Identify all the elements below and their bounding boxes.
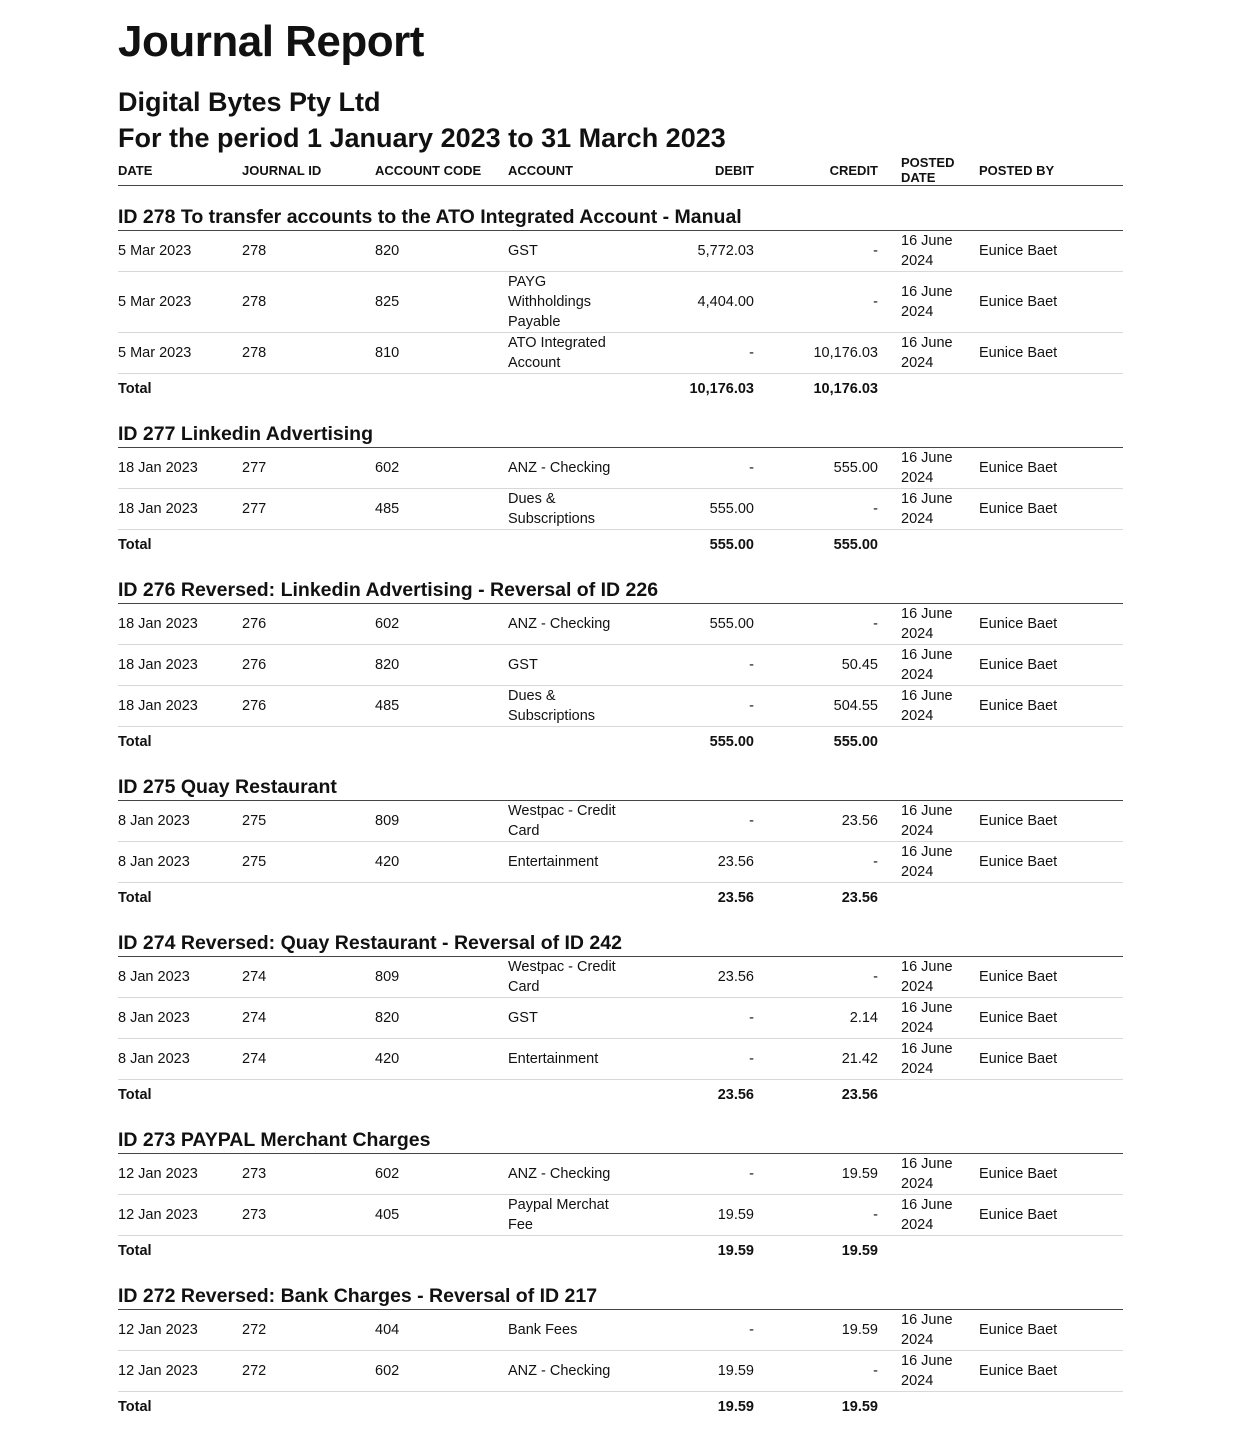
table-row: [118, 998, 1123, 1039]
cell-date: 12 Jan 2023: [118, 1351, 242, 1392]
cell-debit: -: [633, 1039, 754, 1080]
cell-account: PAYG Withholdings Payable: [508, 272, 633, 333]
total-row: [118, 883, 1123, 913]
journal-heading-text: ID 275 Quay Restaurant: [118, 775, 1123, 801]
cell-credit: 555.00: [754, 448, 878, 489]
cell-credit: -: [754, 842, 878, 883]
cell-journal-id: 272: [242, 1310, 375, 1351]
cell-journal-id: 278: [242, 272, 375, 333]
cell-date: 8 Jan 2023: [118, 957, 242, 998]
total-debit: 23.56: [717, 889, 754, 906]
cell-debit: -: [633, 801, 754, 842]
cell-account-code: 809: [375, 957, 508, 998]
cell-credit: -: [754, 957, 878, 998]
cell-journal-id: 276: [242, 645, 375, 686]
total-label: Total: [118, 889, 152, 906]
group-spacer: [118, 186, 1123, 206]
cell-debit: 23.56: [633, 842, 754, 883]
journal-heading-text: ID 273 PAYPAL Merchant Charges: [118, 1128, 1123, 1154]
cell-posted-date: 16 June 2024: [878, 333, 979, 374]
cell-journal-id: 275: [242, 842, 375, 883]
cell-debit: 4,404.00: [633, 272, 754, 333]
total-credit: 19.59: [841, 1398, 878, 1415]
cell-posted-by: Eunice Baet: [979, 448, 1123, 489]
cell-account: Dues & Subscriptions: [508, 686, 633, 727]
table-row: [118, 448, 1123, 489]
total-debit: 19.59: [717, 1398, 754, 1415]
cell-posted-date: 16 June 2024: [878, 448, 979, 489]
cell-account-code: 809: [375, 801, 508, 842]
cell-posted-by: Eunice Baet: [979, 1310, 1123, 1351]
cell-date: 18 Jan 2023: [118, 604, 242, 645]
cell-posted-date: 16 June 2024: [878, 998, 979, 1039]
journal-group-heading: [118, 1284, 1123, 1310]
cell-journal-id: 274: [242, 998, 375, 1039]
cell-account-code: 602: [375, 604, 508, 645]
cell-journal-id: 274: [242, 957, 375, 998]
group-spacer: [118, 1265, 1123, 1284]
total-debit: 555.00: [709, 536, 754, 553]
cell-account: Entertainment: [508, 1039, 633, 1080]
total-label: Total: [118, 1242, 152, 1259]
table-row: [118, 604, 1123, 645]
cell-account-code: 602: [375, 1351, 508, 1392]
table-row: [118, 1351, 1123, 1392]
cell-posted-by: Eunice Baet: [979, 645, 1123, 686]
cell-posted-date: 16 June 2024: [878, 842, 979, 883]
total-label: Total: [118, 1086, 152, 1103]
total-row: [118, 727, 1123, 757]
cell-posted-by: Eunice Baet: [979, 489, 1123, 530]
cell-account-code: 405: [375, 1195, 508, 1236]
total-credit: 19.59: [841, 1242, 878, 1259]
cell-account: Dues & Subscriptions: [508, 489, 633, 530]
cell-credit: -: [754, 231, 878, 272]
total-label: Total: [118, 536, 152, 553]
cell-credit: -: [754, 604, 878, 645]
journal-body: [118, 186, 1123, 1422]
cell-date: 18 Jan 2023: [118, 686, 242, 727]
cell-debit: -: [633, 1154, 754, 1195]
group-spacer: [118, 559, 1123, 578]
table-row: [118, 686, 1123, 727]
cell-credit: -: [754, 272, 878, 333]
cell-account-code: 485: [375, 686, 508, 727]
total-credit: 23.56: [841, 889, 878, 906]
cell-date: 8 Jan 2023: [118, 842, 242, 883]
cell-account-code: 420: [375, 1039, 508, 1080]
cell-account-code: 825: [375, 272, 508, 333]
total-credit: 555.00: [833, 733, 878, 750]
cell-posted-by: Eunice Baet: [979, 686, 1123, 727]
cell-posted-by: Eunice Baet: [979, 231, 1123, 272]
cell-posted-by: Eunice Baet: [979, 801, 1123, 842]
cell-credit: -: [754, 1351, 878, 1392]
cell-account-code: 810: [375, 333, 508, 374]
cell-account: ATO Integrated Account: [508, 333, 633, 374]
company-name: Digital Bytes Pty Ltd: [118, 87, 381, 117]
cell-date: 8 Jan 2023: [118, 1039, 242, 1080]
cell-posted-date: 16 June 2024: [878, 1195, 979, 1236]
cell-account-code: 820: [375, 645, 508, 686]
column-header-account-code: ACCOUNT CODE: [375, 155, 508, 186]
cell-date: 12 Jan 2023: [118, 1154, 242, 1195]
total-credit: 23.56: [841, 1086, 878, 1103]
journal-group-heading: [118, 931, 1123, 957]
cell-journal-id: 278: [242, 231, 375, 272]
table-row: [118, 1154, 1123, 1195]
journal-group-heading: [118, 205, 1123, 231]
cell-posted-by: Eunice Baet: [979, 333, 1123, 374]
cell-journal-id: 273: [242, 1195, 375, 1236]
cell-account: GST: [508, 231, 633, 272]
cell-journal-id: 273: [242, 1154, 375, 1195]
cell-date: 12 Jan 2023: [118, 1195, 242, 1236]
cell-debit: 19.59: [633, 1195, 754, 1236]
journal-heading-text: ID 278 To transfer accounts to the ATO Integrated Account - Manual: [118, 205, 1123, 231]
cell-journal-id: 276: [242, 686, 375, 727]
total-credit: 555.00: [833, 536, 878, 553]
cell-credit: 23.56: [754, 801, 878, 842]
column-header-account: ACCOUNT: [508, 155, 633, 186]
journal-heading-text: ID 272 Reversed: Bank Charges - Reversal of ID 217: [118, 1284, 1123, 1310]
cell-account: ANZ - Checking: [508, 448, 633, 489]
cell-account: GST: [508, 645, 633, 686]
total-debit: 555.00: [709, 733, 754, 750]
cell-journal-id: 272: [242, 1351, 375, 1392]
cell-account: Westpac - Credit Card: [508, 957, 633, 998]
cell-posted-date: 16 June 2024: [878, 231, 979, 272]
cell-posted-date: 16 June 2024: [878, 686, 979, 727]
total-row: [118, 1392, 1123, 1422]
cell-account: ANZ - Checking: [508, 604, 633, 645]
cell-posted-by: Eunice Baet: [979, 1154, 1123, 1195]
cell-account: ANZ - Checking: [508, 1154, 633, 1195]
cell-posted-date: 16 June 2024: [878, 272, 979, 333]
total-credit: 10,176.03: [813, 380, 878, 397]
cell-account-code: 404: [375, 1310, 508, 1351]
cell-debit: -: [633, 645, 754, 686]
cell-credit: 19.59: [754, 1310, 878, 1351]
cell-date: 18 Jan 2023: [118, 645, 242, 686]
cell-account-code: 820: [375, 998, 508, 1039]
group-spacer: [118, 403, 1123, 422]
journal-heading-text: ID 274 Reversed: Quay Restaurant - Reversal of ID 242: [118, 931, 1123, 957]
cell-debit: 555.00: [633, 604, 754, 645]
group-spacer: [118, 756, 1123, 775]
cell-account: Westpac - Credit Card: [508, 801, 633, 842]
cell-credit: 50.45: [754, 645, 878, 686]
cell-journal-id: 275: [242, 801, 375, 842]
cell-account-code: 602: [375, 448, 508, 489]
cell-posted-by: Eunice Baet: [979, 1039, 1123, 1080]
column-header-posted-date: POSTED DATE: [878, 155, 979, 186]
total-row: [118, 1080, 1123, 1110]
cell-account: ANZ - Checking: [508, 1351, 633, 1392]
cell-posted-date: 16 June 2024: [878, 1310, 979, 1351]
total-label: Total: [118, 380, 152, 397]
cell-debit: -: [633, 1310, 754, 1351]
cell-debit: 5,772.03: [633, 231, 754, 272]
cell-posted-date: 16 June 2024: [878, 957, 979, 998]
cell-credit: 2.14: [754, 998, 878, 1039]
cell-credit: 19.59: [754, 1154, 878, 1195]
report-title: Journal Report: [118, 17, 424, 66]
cell-account-code: 420: [375, 842, 508, 883]
column-header-debit: DEBIT: [633, 155, 754, 186]
cell-debit: -: [633, 998, 754, 1039]
table-row: [118, 957, 1123, 998]
journal-group-heading: [118, 775, 1123, 801]
table-row: [118, 842, 1123, 883]
group-spacer: [118, 1109, 1123, 1128]
table-row: [118, 231, 1123, 272]
cell-posted-date: 16 June 2024: [878, 1154, 979, 1195]
cell-posted-date: 16 June 2024: [878, 1039, 979, 1080]
cell-date: 12 Jan 2023: [118, 1310, 242, 1351]
cell-credit: 21.42: [754, 1039, 878, 1080]
cell-account-code: 820: [375, 231, 508, 272]
total-debit: 10,176.03: [689, 380, 754, 397]
total-label: Total: [118, 733, 152, 750]
cell-posted-by: Eunice Baet: [979, 1195, 1123, 1236]
journal-heading-text: ID 277 Linkedin Advertising: [118, 422, 1123, 448]
report-period: For the period 1 January 2023 to 31 March 2023: [118, 123, 726, 153]
cell-credit: 10,176.03: [754, 333, 878, 374]
journal-group-heading: [118, 422, 1123, 448]
cell-posted-by: Eunice Baet: [979, 604, 1123, 645]
cell-journal-id: 276: [242, 604, 375, 645]
cell-debit: 23.56: [633, 957, 754, 998]
total-label: Total: [118, 1398, 152, 1415]
cell-debit: -: [633, 686, 754, 727]
cell-posted-date: 16 June 2024: [878, 604, 979, 645]
total-debit: 19.59: [717, 1242, 754, 1259]
total-row: [118, 1236, 1123, 1266]
total-row: [118, 374, 1123, 404]
table-row: [118, 489, 1123, 530]
table-row: [118, 272, 1123, 333]
cell-journal-id: 277: [242, 448, 375, 489]
total-row: [118, 530, 1123, 560]
cell-date: 5 Mar 2023: [118, 272, 242, 333]
cell-debit: -: [633, 333, 754, 374]
table-header: [118, 155, 1123, 186]
total-debit: 23.56: [717, 1086, 754, 1103]
journal-group-heading: [118, 1128, 1123, 1154]
cell-account-code: 485: [375, 489, 508, 530]
cell-posted-date: 16 June 2024: [878, 489, 979, 530]
cell-journal-id: 274: [242, 1039, 375, 1080]
table-row: [118, 645, 1123, 686]
cell-account: Paypal Merchat Fee: [508, 1195, 633, 1236]
cell-journal-id: 277: [242, 489, 375, 530]
table-row: [118, 1195, 1123, 1236]
cell-credit: -: [754, 1195, 878, 1236]
cell-credit: -: [754, 489, 878, 530]
column-header-journal-id: JOURNAL ID: [242, 155, 375, 186]
journal-group-heading: [118, 578, 1123, 604]
cell-date: 18 Jan 2023: [118, 489, 242, 530]
cell-posted-by: Eunice Baet: [979, 998, 1123, 1039]
cell-posted-by: Eunice Baet: [979, 957, 1123, 998]
cell-debit: 19.59: [633, 1351, 754, 1392]
cell-account: GST: [508, 998, 633, 1039]
table-row: [118, 333, 1123, 374]
journal-heading-text: ID 276 Reversed: Linkedin Advertising - Reversal of ID 226: [118, 578, 1123, 604]
cell-posted-by: Eunice Baet: [979, 272, 1123, 333]
table-row: [118, 1310, 1123, 1351]
cell-posted-date: 16 June 2024: [878, 645, 979, 686]
cell-date: 5 Mar 2023: [118, 231, 242, 272]
cell-account: Bank Fees: [508, 1310, 633, 1351]
cell-date: 8 Jan 2023: [118, 801, 242, 842]
cell-debit: -: [633, 448, 754, 489]
cell-posted-date: 16 June 2024: [878, 1351, 979, 1392]
cell-posted-by: Eunice Baet: [979, 842, 1123, 883]
cell-date: 5 Mar 2023: [118, 333, 242, 374]
column-header-credit: CREDIT: [754, 155, 878, 186]
cell-posted-by: Eunice Baet: [979, 1351, 1123, 1392]
cell-account-code: 602: [375, 1154, 508, 1195]
journal-report-page: [118, 14, 1123, 1421]
column-header-date: DATE: [118, 155, 242, 186]
cell-journal-id: 278: [242, 333, 375, 374]
cell-debit: 555.00: [633, 489, 754, 530]
cell-account: Entertainment: [508, 842, 633, 883]
group-spacer: [118, 912, 1123, 931]
cell-posted-date: 16 June 2024: [878, 801, 979, 842]
table-row: [118, 1039, 1123, 1080]
cell-date: 18 Jan 2023: [118, 448, 242, 489]
cell-credit: 504.55: [754, 686, 878, 727]
column-header-posted-by: POSTED BY: [979, 155, 1123, 186]
journal-table: [118, 155, 1123, 1421]
cell-date: 8 Jan 2023: [118, 998, 242, 1039]
table-row: [118, 801, 1123, 842]
